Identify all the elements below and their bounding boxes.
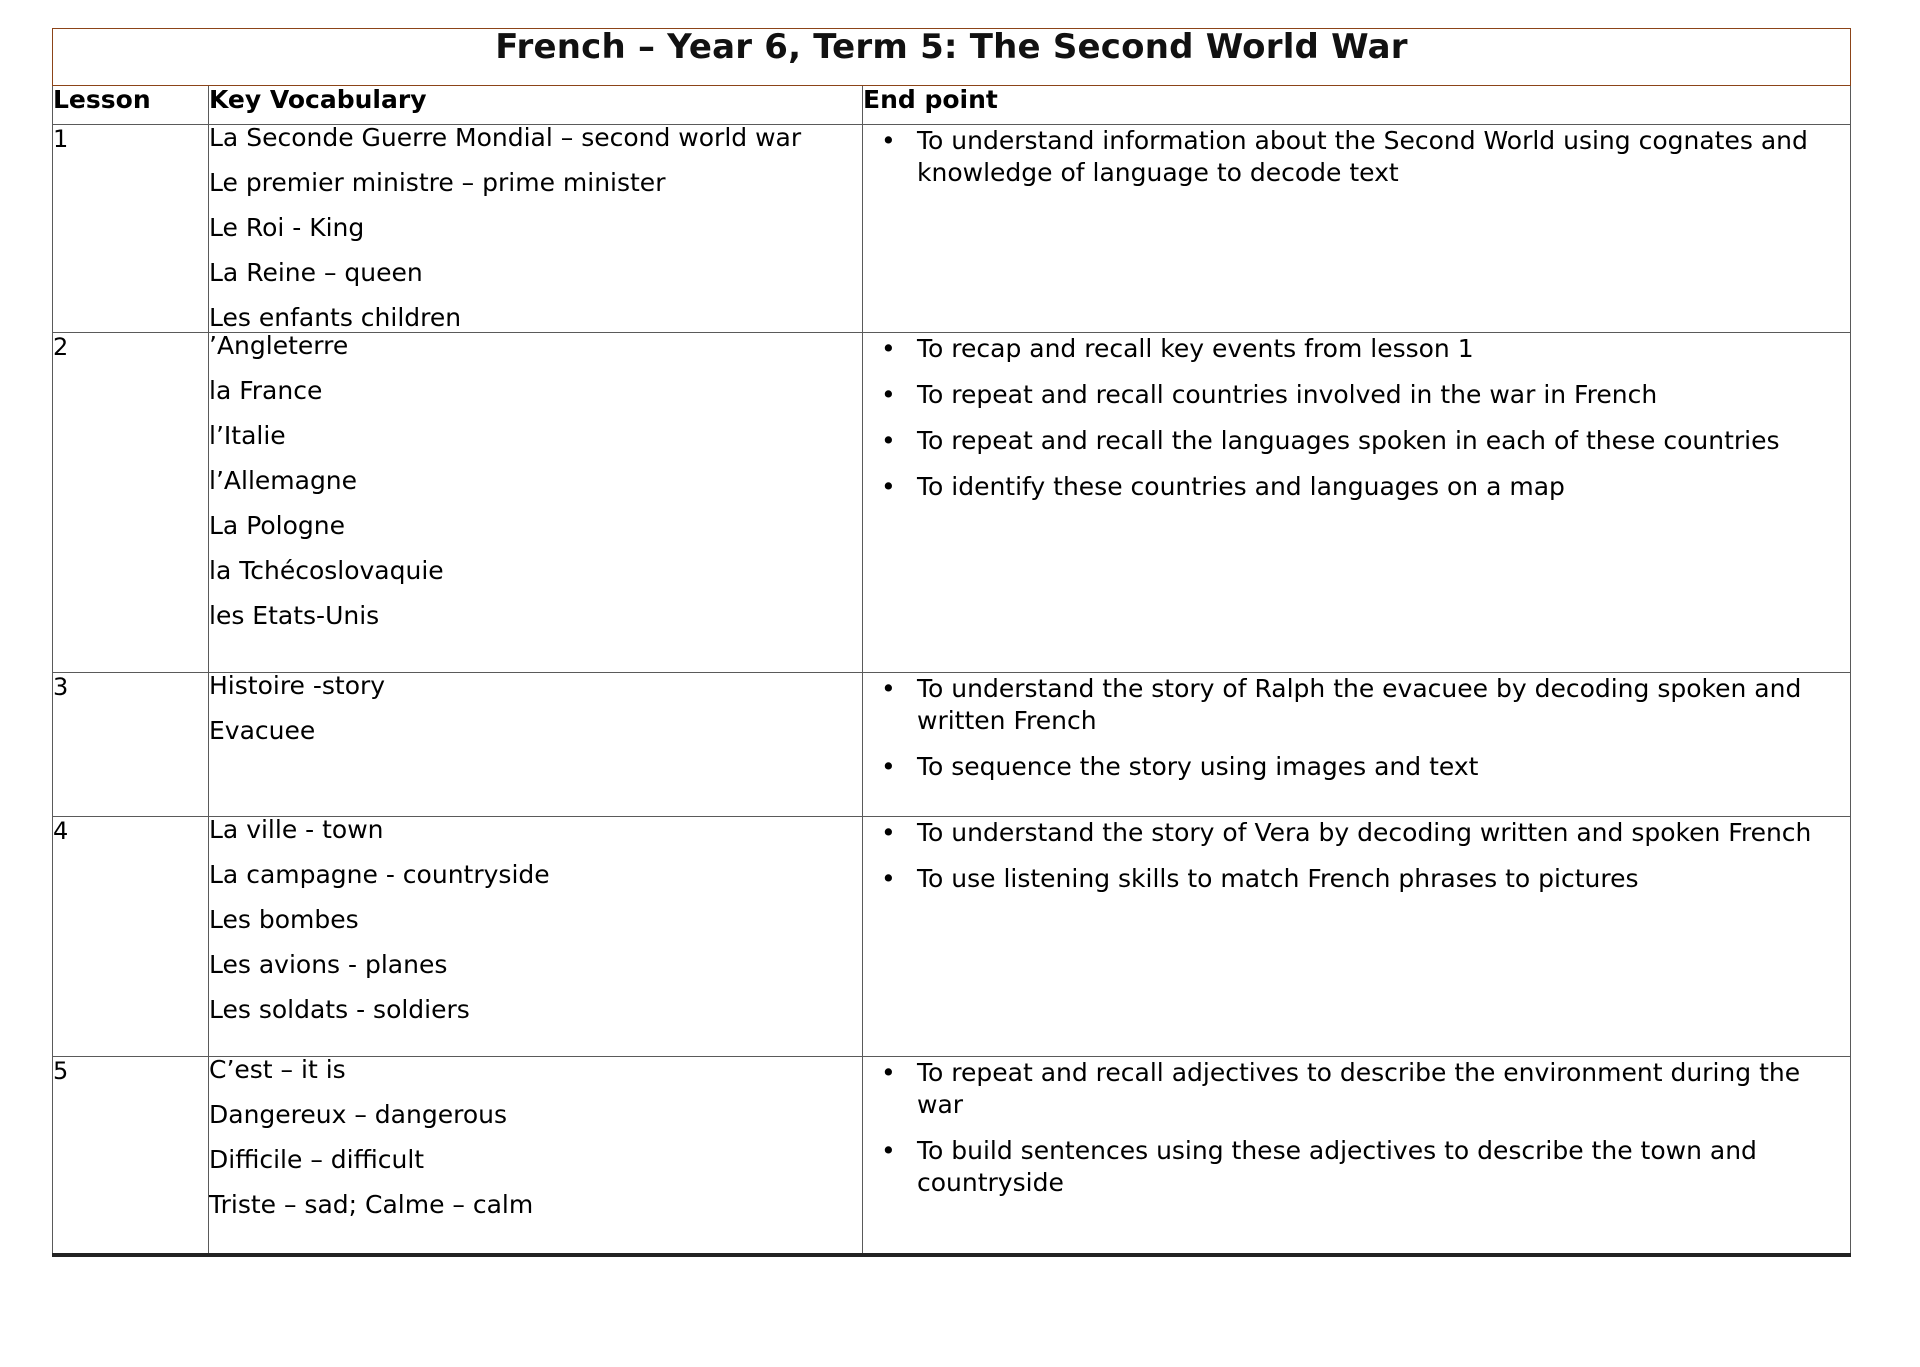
table-header-row	[53, 86, 1851, 125]
vocabulary-item: Le Roi - King	[209, 213, 365, 242]
bullet-icon: •	[881, 334, 896, 363]
vocabulary-item: ’Angleterre	[209, 331, 349, 360]
vocabulary-item: La Seconde Guerre Mondial – second world war	[209, 123, 802, 152]
bullet-icon: •	[881, 864, 896, 893]
vocabulary-list	[209, 817, 862, 1024]
vocabulary-item: Les avions - planes	[209, 950, 448, 979]
vocabulary-item: Le premier ministre – prime minister	[209, 168, 666, 197]
vocabulary-list	[209, 333, 862, 630]
curriculum-table	[52, 28, 1851, 1257]
lesson-number-cell	[53, 1057, 209, 1255]
vocabulary-item: les Etats-Unis	[209, 601, 380, 630]
vocabulary-item: Les bombes	[209, 905, 359, 934]
vocabulary-item: Evacuee	[209, 716, 316, 745]
bullet-icon: •	[881, 472, 896, 501]
lesson-number: 1	[53, 125, 69, 153]
lesson-number-cell	[53, 673, 209, 817]
bullet-icon: •	[881, 126, 896, 155]
endpoint-text: To repeat and recall adjectives to describe the environment during the war	[917, 1058, 1801, 1119]
bullet-icon: •	[881, 1058, 896, 1087]
vocabulary-list	[209, 1057, 862, 1219]
vocabulary-cell	[209, 1057, 863, 1255]
vocabulary-item: La Pologne	[209, 511, 346, 540]
bullet-icon: •	[881, 1136, 896, 1165]
endpoint-text: To sequence the story using images and text	[917, 752, 1479, 781]
endpoint-cell	[863, 673, 1851, 817]
endpoint-list	[863, 673, 1850, 785]
endpoint-item	[863, 1135, 1850, 1201]
vocabulary-item: Les soldats - soldiers	[209, 995, 470, 1024]
endpoint-list	[863, 333, 1850, 505]
endpoint-item	[863, 379, 1850, 425]
vocabulary-cell	[209, 817, 863, 1057]
column-header-vocabulary-label: Key Vocabulary	[209, 85, 427, 114]
endpoint-cell	[863, 1057, 1851, 1255]
endpoint-item	[863, 333, 1850, 379]
column-header-lesson-label: Lesson	[53, 85, 151, 114]
vocabulary-item: C’est – it is	[209, 1055, 346, 1084]
lesson-number: 3	[53, 673, 69, 701]
bullet-icon: •	[881, 380, 896, 409]
table-row	[53, 1057, 1851, 1255]
vocabulary-item: l’Italie	[209, 421, 286, 450]
vocabulary-item: Dangereux – dangerous	[209, 1100, 507, 1129]
vocabulary-item: Les enfants children	[209, 303, 462, 332]
endpoint-text: To use listening skills to match French phrases to pictures	[917, 864, 1639, 893]
vocabulary-cell	[209, 125, 863, 333]
bullet-icon: •	[881, 674, 896, 703]
endpoint-cell	[863, 125, 1851, 333]
table-row	[53, 673, 1851, 817]
vocabulary-item: La Reine – queen	[209, 258, 423, 287]
endpoint-item	[863, 425, 1850, 471]
endpoint-item	[863, 125, 1850, 191]
column-header-vocabulary	[209, 86, 863, 125]
endpoint-list	[863, 817, 1850, 897]
vocabulary-item: la Tchécoslovaquie	[209, 556, 444, 585]
endpoint-item	[863, 751, 1850, 785]
vocabulary-list	[209, 673, 862, 745]
column-header-endpoint	[863, 86, 1851, 125]
vocabulary-item: Histoire -story	[209, 671, 386, 700]
endpoint-list	[863, 125, 1850, 191]
endpoint-item	[863, 471, 1850, 505]
document-title-cell	[53, 29, 1851, 86]
endpoint-text: To understand the story of Ralph the evacuee by decoding spoken and written French	[917, 674, 1802, 735]
endpoint-item	[863, 1057, 1850, 1135]
vocabulary-cell	[209, 333, 863, 673]
lesson-number-cell	[53, 125, 209, 333]
bullet-icon: •	[881, 752, 896, 781]
vocabulary-item: Triste – sad; Calme – calm	[209, 1190, 534, 1219]
lesson-number: 4	[53, 817, 69, 845]
table-row	[53, 125, 1851, 333]
endpoint-text: To recap and recall key events from lesson 1	[917, 334, 1474, 363]
endpoint-text: To identify these countries and languages on a map	[917, 472, 1565, 501]
endpoint-text: To understand information about the Second World using cognates and knowledge of language to decode text	[917, 126, 1808, 187]
bullet-icon: •	[881, 818, 896, 847]
table-row	[53, 333, 1851, 673]
vocabulary-item: La ville - town	[209, 815, 384, 844]
lesson-number-cell	[53, 817, 209, 1057]
endpoint-text: To repeat and recall the languages spoken in each of these countries	[917, 426, 1780, 455]
lesson-number-cell	[53, 333, 209, 673]
vocabulary-item: La campagne - countryside	[209, 860, 550, 889]
vocabulary-item: Difficile – difficult	[209, 1145, 425, 1174]
table-title-row	[53, 29, 1851, 86]
endpoint-item	[863, 817, 1850, 863]
lesson-number: 5	[53, 1057, 69, 1085]
column-header-lesson	[53, 86, 209, 125]
endpoint-text: To understand the story of Vera by decoding written and spoken French	[917, 818, 1812, 847]
endpoint-item	[863, 673, 1850, 751]
endpoint-text: To repeat and recall countries involved in the war in French	[917, 380, 1658, 409]
vocabulary-list	[209, 125, 862, 332]
bullet-icon: •	[881, 426, 896, 455]
vocabulary-cell	[209, 673, 863, 817]
page-title: French – Year 6, Term 5: The Second World War	[495, 27, 1408, 67]
endpoint-list	[863, 1057, 1850, 1201]
endpoint-text: To build sentences using these adjectives to describe the town and countryside	[917, 1136, 1757, 1197]
endpoint-cell	[863, 333, 1851, 673]
vocabulary-item: la France	[209, 376, 323, 405]
vocabulary-item: l’Allemagne	[209, 466, 358, 495]
lesson-number: 2	[53, 333, 69, 361]
endpoint-cell	[863, 817, 1851, 1057]
table-row	[53, 817, 1851, 1057]
endpoint-item	[863, 863, 1850, 897]
column-header-endpoint-label: End point	[863, 85, 998, 114]
